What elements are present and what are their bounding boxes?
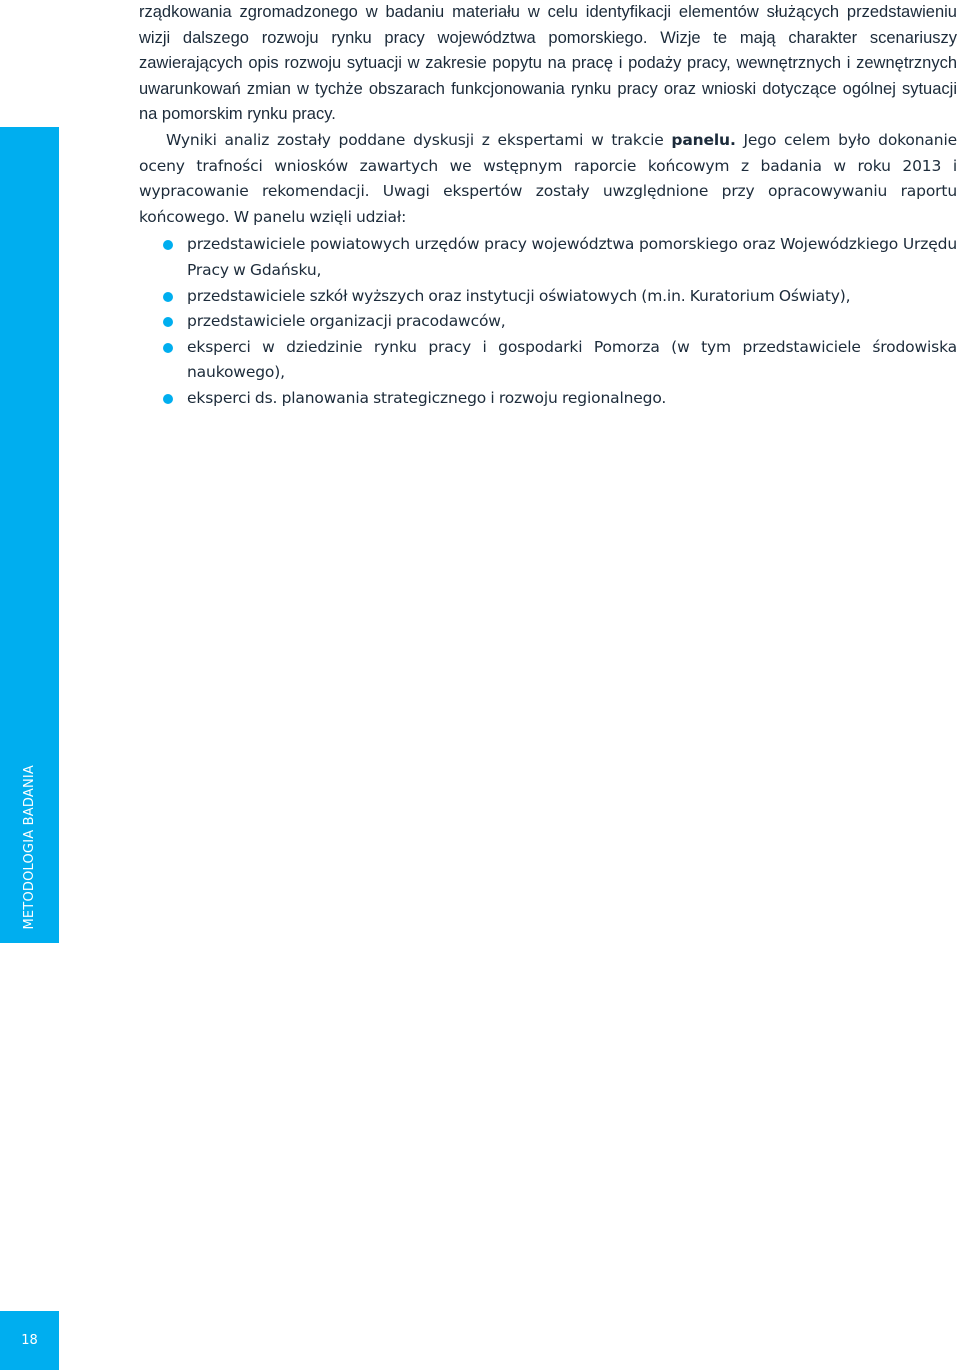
list-item — [139, 232, 957, 283]
list-item-text: przedstawiciele powiatowych urzędów pracy województwa pomorskiego oraz Wojewódzkiego Urzędu Pracy w Gdańsku, — [187, 235, 957, 279]
list-item-text: eksperci ds. planowania strategicznego i rozwoju regionalnego. — [187, 388, 667, 407]
paragraph-panel-end: Jego celem było dokonanie oceny trafności wniosków zawartych we wstępnym raporcie końcowym z badania w roku 2013 i wypracowanie rekomendacji. Uwagi ekspertów zostały uwzględnione przy opracowywaniu raportu końcowego. W panelu wzięli udział: — [139, 130, 957, 226]
bullet-dot-icon — [163, 394, 173, 404]
bullet-dot-icon — [163, 292, 173, 302]
list-item-text: przedstawiciele szkół wyższych oraz instytucji oświatowych (m.in. Kuratorium Oświaty), — [187, 286, 851, 305]
bullet-dot-icon — [163, 317, 173, 327]
list-item-text: eksperci w dziedzinie rynku pracy i gospodarki Pomorza (w tym przedstawiciele środowiska naukowego), — [187, 337, 957, 382]
bullet-dot-icon — [163, 240, 173, 250]
page-number-text: 18 — [21, 1333, 38, 1348]
paragraph-panel-bold: panelu. — [671, 130, 736, 149]
paragraph-panel — [139, 128, 957, 230]
bullet-dot-icon — [163, 343, 173, 353]
list-item-text: przedstawiciele organizacji pracodawców, — [187, 312, 506, 331]
list-item — [139, 284, 957, 310]
paragraph-intro: rządkowania zgromadzonego w badaniu materiału w celu identyfikacji elementów służących przedstawieniu wizji dalszego rozwoju rynku pracy województwa pomorskiego. Wizje te mają charakter scenariuszy zawierających opis rozwoju sytuacji w zakresie popytu na pracę i podaży pracy, wewnętrznych i zewnętrznych uwarunkowań zmian w tychże obszarach funkcjonowania rynku pracy oraz wnioski dotyczące ogólnej sytuacji na pomorskim rynku pracy. — [139, 3, 957, 124]
list-item — [139, 309, 957, 335]
side-tab-text: METODOLOGIA BADANIA — [22, 765, 37, 930]
participants-list — [139, 232, 957, 411]
list-item — [139, 386, 957, 412]
paragraph-panel-start: Wyniki analiz zostały poddane dyskusji z ekspertami w trakcie — [166, 130, 672, 149]
page-number — [0, 1311, 59, 1370]
side-tab-label — [0, 700, 59, 930]
list-item — [139, 335, 957, 386]
main-content — [139, 0, 957, 412]
